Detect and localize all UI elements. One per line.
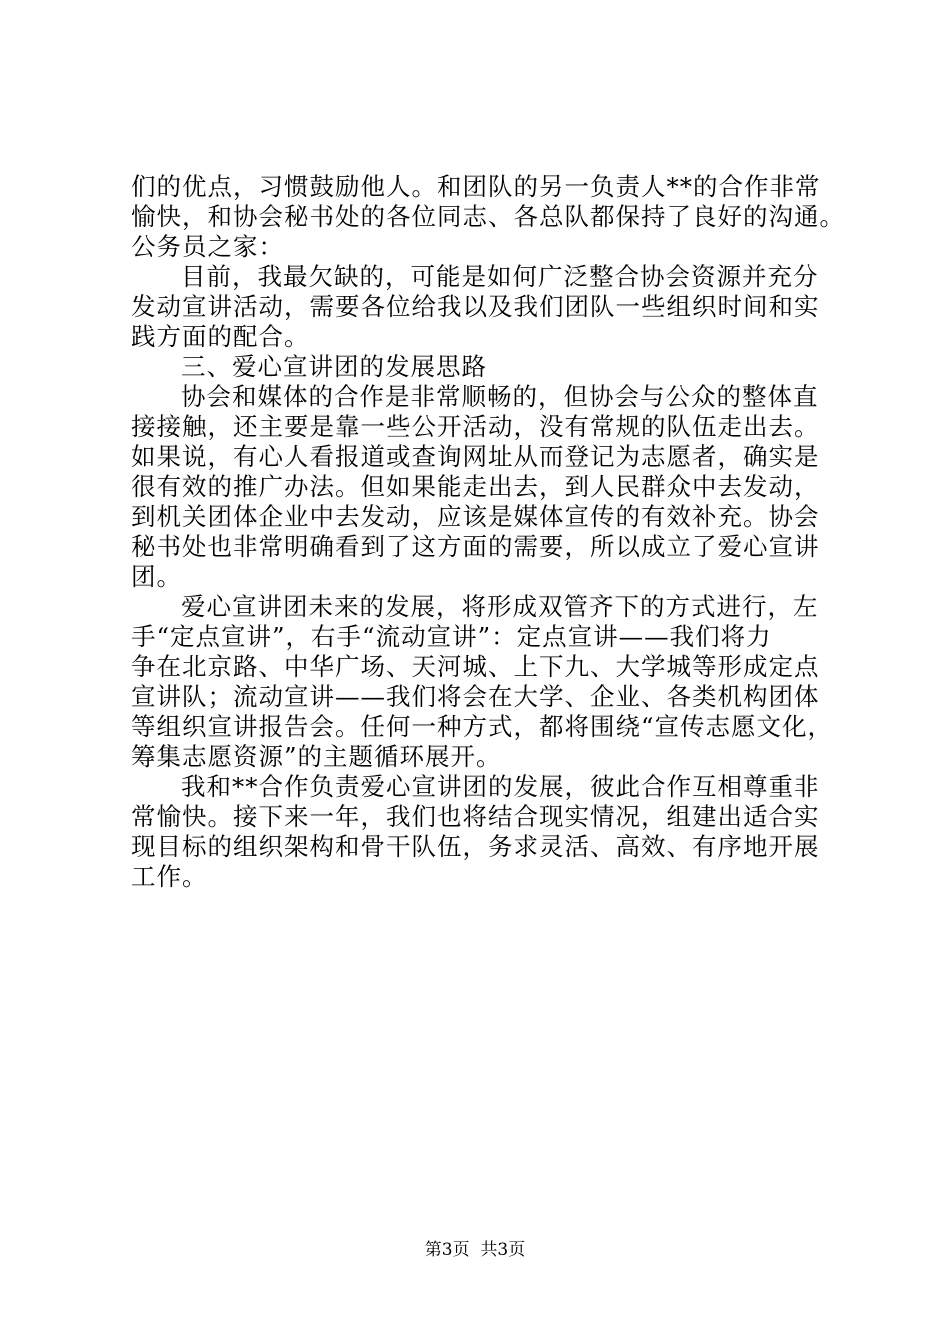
text-line: 到机关团体企业中去发动，应该是媒体宣传的有效补充。协会 <box>131 502 820 531</box>
text-line: 手“定点宣讲”，右手“流动宣讲”：定点宣讲——我们将力 <box>131 622 772 651</box>
text-line: 很有效的推广办法。但如果能走出去，到人民群众中去发动， <box>131 472 820 501</box>
text-line: 宣讲队；流动宣讲——我们将会在大学、企业、各类机构团体 <box>131 682 820 711</box>
text-line: 发动宣讲活动，需要各位给我以及我们团队一些组织时间和实 <box>131 292 820 321</box>
paragraph-start-line: 我和**合作负责爱心宣讲团的发展，彼此合作互相尊重非 <box>181 772 820 801</box>
paragraph-start-line: 爱心宣讲团未来的发展，将形成双管齐下的方式进行，左 <box>181 592 819 621</box>
text-line: 愉快，和协会秘书处的各位同志、各总队都保持了良好的沟通。 <box>131 202 845 231</box>
text-line: 等组织宣讲报告会。任何一种方式，都将围绕“宣传志愿文化， <box>131 712 834 741</box>
text-line: 践方面的配合。 <box>131 322 310 351</box>
text-line: 常愉快。接下来一年，我们也将结合现实情况，组建出适合实 <box>131 802 820 831</box>
text-line: 争在北京路、中华广场、天河城、上下九、大学城等形成定点 <box>131 652 820 681</box>
paragraph-start-line: 协会和媒体的合作是非常顺畅的，但协会与公众的整体直 <box>181 382 819 411</box>
page-footer <box>0 1238 950 1262</box>
text-line: 如果说，有心人看报道或查询网址从而登记为志愿者，确实是 <box>131 442 820 471</box>
text-line: 团。 <box>131 562 182 591</box>
paragraph-start-line: 目前，我最欠缺的，可能是如何广泛整合协会资源并充分 <box>181 262 819 291</box>
text-line: 筹集志愿资源”的主题循环展开。 <box>131 742 502 771</box>
section-heading: 三、爱心宣讲团的发展思路 <box>181 352 487 381</box>
page-number: 第3页 共3页 <box>424 1240 526 1260</box>
text-line: 公务员之家： <box>131 232 284 261</box>
text-line: 接接触，还主要是靠一些公开活动，没有常规的队伍走出去。 <box>131 412 820 441</box>
text-line: 秘书处也非常明确看到了这方面的需要，所以成立了爱心宣讲 <box>131 532 820 561</box>
text-line: 现目标的组织架构和骨干队伍，务求灵活、高效、有序地开展 <box>131 832 820 861</box>
text-line: 们的优点，习惯鼓励他人。和团队的另一负责人**的合作非常 <box>131 172 821 201</box>
body-text <box>131 172 845 892</box>
text-line: 工作。 <box>131 862 208 891</box>
